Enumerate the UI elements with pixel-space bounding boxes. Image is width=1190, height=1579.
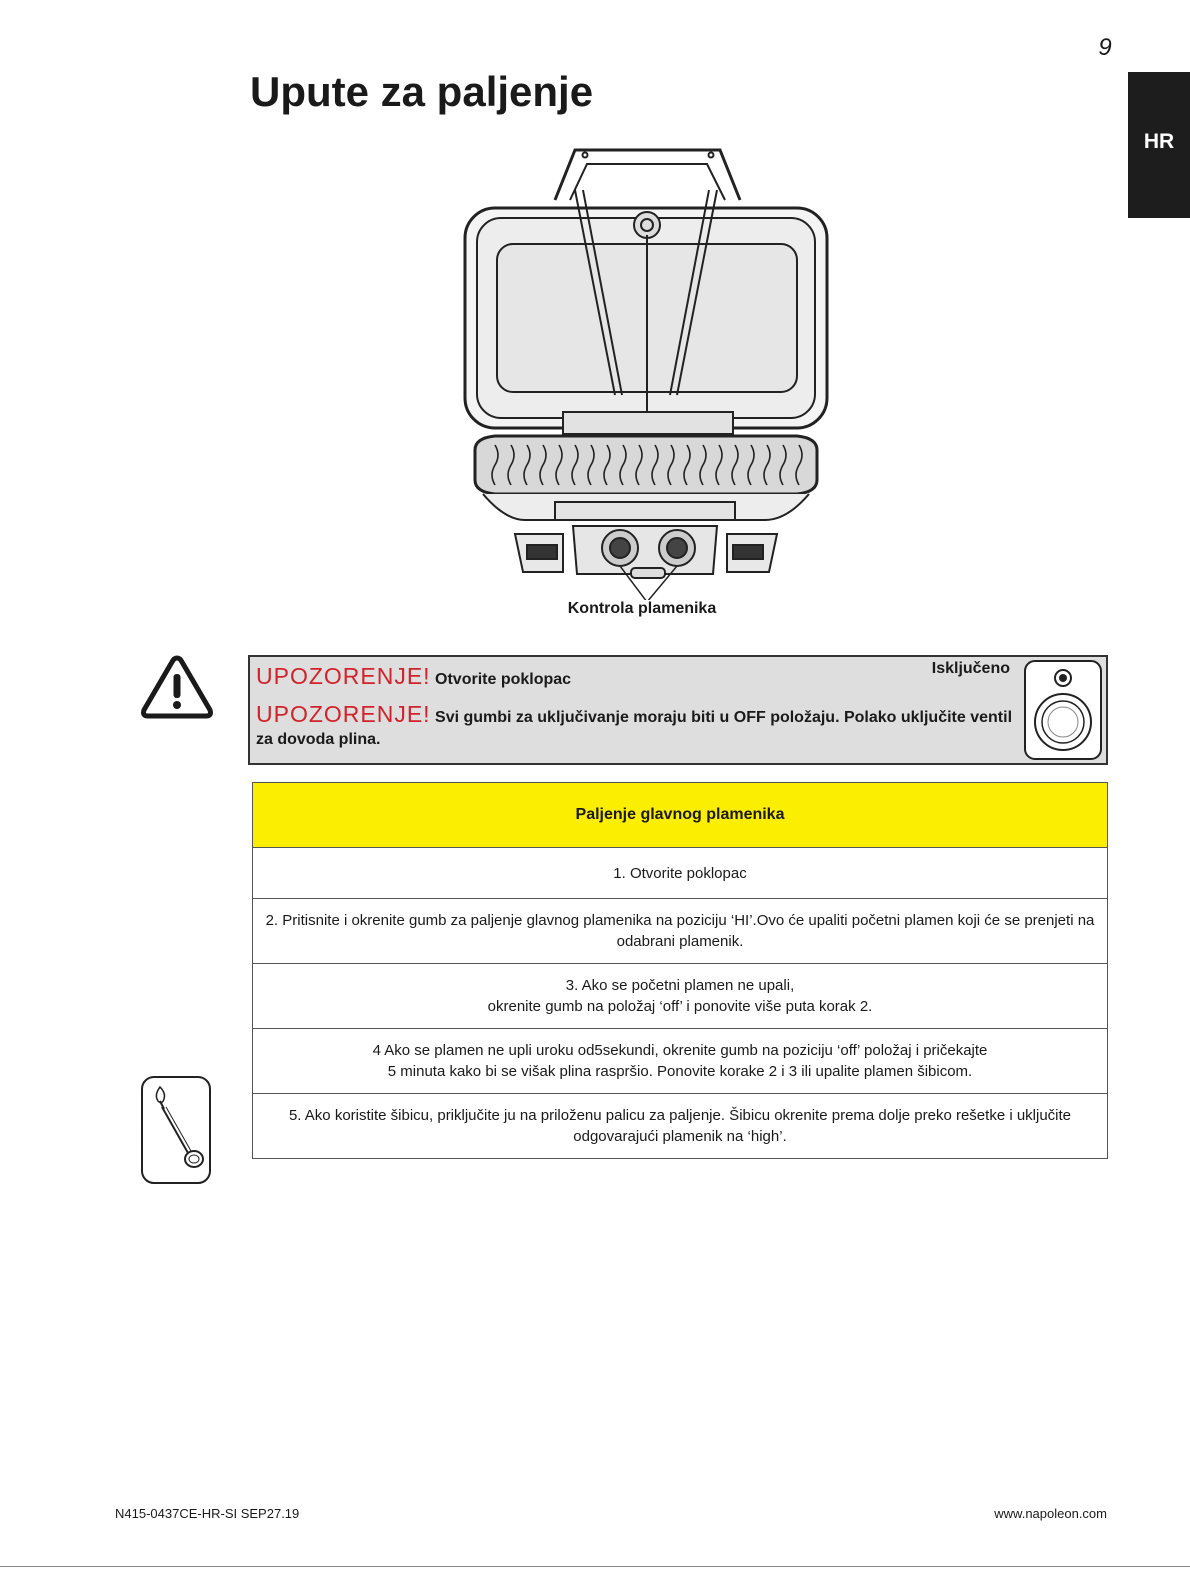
burner-control-label: Kontrola plamenika: [567, 600, 717, 617]
bottom-rule: [0, 1566, 1190, 1567]
page-number: 9: [1098, 34, 1112, 61]
warning-triangle-icon: [140, 652, 214, 722]
step-row: 5. Ako koristite šibicu, priključite ju na priloženu palicu za paljenje. Šibicu okrenite prema dolje preko rešetke i uključite odgovarajući plamenik na ‘high’.: [253, 1094, 1108, 1159]
match-holder-icon: [140, 1075, 212, 1185]
warning-text-1: Otvorite poklopac: [430, 671, 572, 688]
off-label: Isključeno: [931, 660, 1010, 677]
document-code: N415-0437CE-HR-SI SEP27.19: [115, 1506, 300, 1521]
grill-illustration: [455, 140, 835, 600]
warning-line-2: [256, 703, 1016, 751]
warning-box: [248, 655, 1108, 765]
warning-word: UPOZORENJE!: [256, 701, 431, 727]
warning-line-1: [256, 665, 571, 691]
control-knob-icon: [1022, 659, 1104, 761]
page-title: Upute za paljenje: [250, 68, 594, 115]
step-row: 3. Ako se početni plamen ne upali, okrenite gumb na položaj ‘off’ i ponovite više puta korak 2.: [253, 964, 1108, 1029]
warning-text-2: Svi gumbi za uključivanje moraju biti u OFF položaju. Polako uključite ventil za dovoda plina.: [256, 709, 1013, 748]
step-row: 4 Ako se plamen ne upli uroku od5sekundi, okrenite gumb na poziciju ‘off’ položaj i pričekajte 5 minuta kako bi se višak plina raspršio. Ponovite korake 2 i 3 ili upalite plamen šibicom.: [253, 1029, 1108, 1094]
language-tab: HR: [1128, 72, 1190, 218]
ignition-steps-table: [252, 782, 1108, 1159]
website-link[interactable]: www.napoleon.com: [994, 1506, 1107, 1521]
warning-word: UPOZORENJE!: [256, 663, 431, 689]
step-row: 1. Otvorite poklopac: [253, 848, 1108, 899]
step-row: 2. Pritisnite i okrenite gumb za paljenje glavnog plamenika na poziciju ‘HI’.Ovo će upaliti početni plamen koji će se prenjeti na odabrani plamenik.: [253, 899, 1108, 964]
table-header: Paljenje glavnog plamenika: [253, 783, 1108, 848]
